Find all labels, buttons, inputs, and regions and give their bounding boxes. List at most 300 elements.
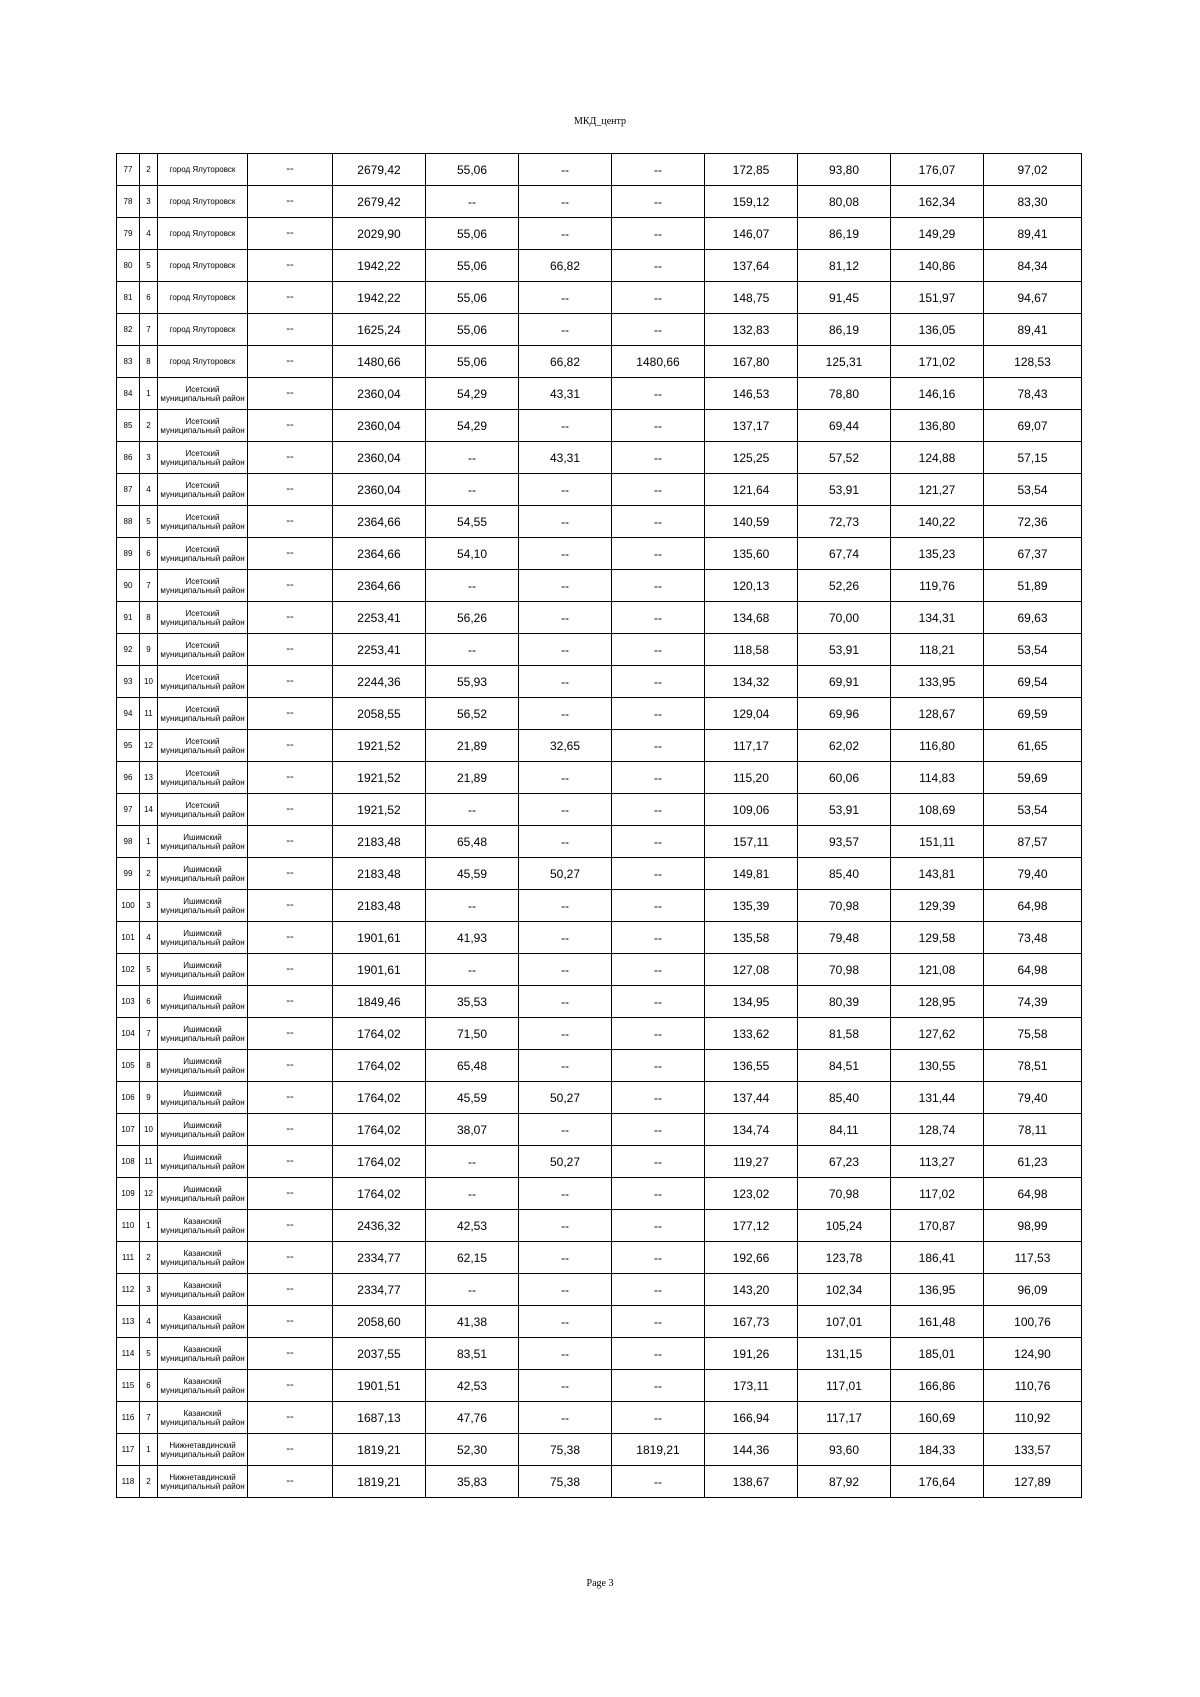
cell-col-9: 140,59 xyxy=(705,506,798,538)
cell-col-7: -- xyxy=(519,1370,612,1402)
cell-sub-number: 9 xyxy=(140,1082,158,1114)
cell-col-4: -- xyxy=(248,218,333,250)
cell-col-4: -- xyxy=(248,922,333,954)
cell-row-number: 108 xyxy=(117,1146,140,1178)
cell-col-9: 173,11 xyxy=(705,1370,798,1402)
cell-col-9: 117,17 xyxy=(705,730,798,762)
cell-col-10: 125,31 xyxy=(798,346,891,378)
cell-col-10: 72,73 xyxy=(798,506,891,538)
cell-row-number: 102 xyxy=(117,954,140,986)
cell-col-8: -- xyxy=(612,1146,705,1178)
cell-area-name: Ишимский муниципальный район xyxy=(158,890,248,922)
table-row xyxy=(117,186,1082,218)
cell-col-7: -- xyxy=(519,1338,612,1370)
cell-row-number: 86 xyxy=(117,442,140,474)
cell-col-12: 79,40 xyxy=(984,858,1082,890)
table-row xyxy=(117,410,1082,442)
cell-col-5: 1625,24 xyxy=(333,314,426,346)
cell-col-6: -- xyxy=(426,474,519,506)
cell-col-4: -- xyxy=(248,826,333,858)
cell-col-7: -- xyxy=(519,922,612,954)
cell-col-8: -- xyxy=(612,730,705,762)
cell-col-9: 138,67 xyxy=(705,1466,798,1498)
cell-col-4: -- xyxy=(248,346,333,378)
cell-area-name: Исетский муниципальный район xyxy=(158,698,248,730)
cell-col-4: -- xyxy=(248,1402,333,1434)
cell-row-number: 107 xyxy=(117,1114,140,1146)
cell-col-7: -- xyxy=(519,634,612,666)
cell-col-9: 119,27 xyxy=(705,1146,798,1178)
cell-area-name: Ишимский муниципальный район xyxy=(158,1018,248,1050)
cell-col-4: -- xyxy=(248,730,333,762)
table-row xyxy=(117,1402,1082,1434)
cell-area-name: город Ялуторовск xyxy=(158,186,248,218)
cell-col-9: 166,94 xyxy=(705,1402,798,1434)
cell-col-6: -- xyxy=(426,1274,519,1306)
cell-row-number: 115 xyxy=(117,1370,140,1402)
cell-col-5: 1921,52 xyxy=(333,730,426,762)
cell-col-10: 85,40 xyxy=(798,858,891,890)
table-row xyxy=(117,1274,1082,1306)
cell-col-6: -- xyxy=(426,890,519,922)
cell-col-5: 1764,02 xyxy=(333,1114,426,1146)
table-row xyxy=(117,1178,1082,1210)
cell-row-number: 95 xyxy=(117,730,140,762)
cell-col-8: -- xyxy=(612,602,705,634)
cell-col-12: 96,09 xyxy=(984,1274,1082,1306)
cell-col-7: 43,31 xyxy=(519,378,612,410)
cell-sub-number: 8 xyxy=(140,346,158,378)
cell-col-10: 85,40 xyxy=(798,1082,891,1114)
cell-col-10: 93,57 xyxy=(798,826,891,858)
cell-col-4: -- xyxy=(248,1082,333,1114)
cell-sub-number: 3 xyxy=(140,186,158,218)
cell-sub-number: 3 xyxy=(140,1274,158,1306)
cell-area-name: Ишимский муниципальный район xyxy=(158,1178,248,1210)
cell-col-5: 2183,48 xyxy=(333,890,426,922)
cell-col-12: 75,58 xyxy=(984,1018,1082,1050)
cell-col-6: 55,93 xyxy=(426,666,519,698)
cell-col-12: 57,15 xyxy=(984,442,1082,474)
cell-sub-number: 4 xyxy=(140,922,158,954)
cell-col-9: 137,44 xyxy=(705,1082,798,1114)
cell-col-7: -- xyxy=(519,410,612,442)
cell-col-12: 73,48 xyxy=(984,922,1082,954)
cell-col-7: -- xyxy=(519,1050,612,1082)
cell-col-8: -- xyxy=(612,154,705,186)
cell-col-10: 93,60 xyxy=(798,1434,891,1466)
cell-col-5: 2253,41 xyxy=(333,634,426,666)
cell-col-6: 55,06 xyxy=(426,154,519,186)
cell-row-number: 110 xyxy=(117,1210,140,1242)
cell-col-10: 86,19 xyxy=(798,314,891,346)
cell-area-name: город Ялуторовск xyxy=(158,282,248,314)
cell-area-name: город Ялуторовск xyxy=(158,346,248,378)
cell-col-8: -- xyxy=(612,890,705,922)
cell-col-5: 1901,51 xyxy=(333,1370,426,1402)
cell-col-12: 100,76 xyxy=(984,1306,1082,1338)
cell-col-10: 80,08 xyxy=(798,186,891,218)
cell-col-11: 128,67 xyxy=(891,698,984,730)
cell-col-4: -- xyxy=(248,1466,333,1498)
cell-col-9: 118,58 xyxy=(705,634,798,666)
cell-col-6: 35,83 xyxy=(426,1466,519,1498)
cell-row-number: 100 xyxy=(117,890,140,922)
cell-col-4: -- xyxy=(248,1210,333,1242)
cell-col-11: 134,31 xyxy=(891,602,984,634)
cell-area-name: Исетский муниципальный район xyxy=(158,634,248,666)
cell-col-9: 134,74 xyxy=(705,1114,798,1146)
cell-col-9: 134,95 xyxy=(705,986,798,1018)
cell-col-6: 55,06 xyxy=(426,346,519,378)
cell-col-11: 128,74 xyxy=(891,1114,984,1146)
cell-row-number: 105 xyxy=(117,1050,140,1082)
cell-row-number: 82 xyxy=(117,314,140,346)
cell-col-6: 62,15 xyxy=(426,1242,519,1274)
cell-row-number: 114 xyxy=(117,1338,140,1370)
cell-col-12: 133,57 xyxy=(984,1434,1082,1466)
cell-sub-number: 6 xyxy=(140,282,158,314)
cell-col-5: 1921,52 xyxy=(333,762,426,794)
cell-col-7: -- xyxy=(519,1306,612,1338)
table-row xyxy=(117,666,1082,698)
cell-col-9: 192,66 xyxy=(705,1242,798,1274)
cell-col-12: 69,63 xyxy=(984,602,1082,634)
page-header-title: МКД_центр xyxy=(573,116,627,127)
cell-area-name: Казанский муниципальный район xyxy=(158,1338,248,1370)
cell-sub-number: 1 xyxy=(140,378,158,410)
cell-col-6: 56,26 xyxy=(426,602,519,634)
cell-col-12: 97,02 xyxy=(984,154,1082,186)
cell-col-9: 109,06 xyxy=(705,794,798,826)
cell-col-4: -- xyxy=(248,474,333,506)
cell-col-5: 2183,48 xyxy=(333,858,426,890)
cell-col-7: -- xyxy=(519,1178,612,1210)
cell-area-name: Казанский муниципальный район xyxy=(158,1242,248,1274)
cell-col-4: -- xyxy=(248,282,333,314)
cell-col-10: 70,00 xyxy=(798,602,891,634)
cell-col-5: 2029,90 xyxy=(333,218,426,250)
cell-row-number: 77 xyxy=(117,154,140,186)
cell-col-9: 120,13 xyxy=(705,570,798,602)
table-row xyxy=(117,762,1082,794)
table-row xyxy=(117,1466,1082,1498)
cell-sub-number: 7 xyxy=(140,1018,158,1050)
cell-row-number: 116 xyxy=(117,1402,140,1434)
cell-col-12: 74,39 xyxy=(984,986,1082,1018)
cell-col-7: -- xyxy=(519,698,612,730)
cell-col-4: -- xyxy=(248,410,333,442)
cell-col-8: -- xyxy=(612,634,705,666)
cell-row-number: 109 xyxy=(117,1178,140,1210)
cell-col-12: 110,92 xyxy=(984,1402,1082,1434)
cell-area-name: Исетский муниципальный район xyxy=(158,570,248,602)
cell-col-5: 1849,46 xyxy=(333,986,426,1018)
cell-col-10: 53,91 xyxy=(798,794,891,826)
cell-sub-number: 2 xyxy=(140,1466,158,1498)
table-row xyxy=(117,1082,1082,1114)
cell-col-9: 157,11 xyxy=(705,826,798,858)
cell-row-number: 85 xyxy=(117,410,140,442)
cell-col-11: 140,22 xyxy=(891,506,984,538)
cell-col-8: -- xyxy=(612,1402,705,1434)
cell-col-8: -- xyxy=(612,762,705,794)
cell-col-7: -- xyxy=(519,1402,612,1434)
cell-col-12: 128,53 xyxy=(984,346,1082,378)
cell-col-10: 93,80 xyxy=(798,154,891,186)
cell-col-10: 60,06 xyxy=(798,762,891,794)
cell-col-10: 102,34 xyxy=(798,1274,891,1306)
cell-sub-number: 9 xyxy=(140,634,158,666)
cell-col-6: 54,55 xyxy=(426,506,519,538)
cell-col-6: 42,53 xyxy=(426,1370,519,1402)
cell-col-4: -- xyxy=(248,1050,333,1082)
cell-col-7: -- xyxy=(519,1242,612,1274)
cell-area-name: Нижнетавдинский муниципальный район xyxy=(158,1434,248,1466)
cell-col-6: 65,48 xyxy=(426,1050,519,1082)
cell-col-8: -- xyxy=(612,570,705,602)
cell-area-name: Исетский муниципальный район xyxy=(158,538,248,570)
cell-col-11: 149,29 xyxy=(891,218,984,250)
cell-col-5: 2244,36 xyxy=(333,666,426,698)
cell-row-number: 79 xyxy=(117,218,140,250)
cell-area-name: Казанский муниципальный район xyxy=(158,1402,248,1434)
cell-area-name: Казанский муниципальный район xyxy=(158,1306,248,1338)
cell-col-4: -- xyxy=(248,890,333,922)
cell-col-5: 2360,04 xyxy=(333,474,426,506)
cell-col-7: 75,38 xyxy=(519,1466,612,1498)
cell-col-12: 69,59 xyxy=(984,698,1082,730)
cell-col-6: 83,51 xyxy=(426,1338,519,1370)
table-row xyxy=(117,858,1082,890)
cell-col-7: -- xyxy=(519,282,612,314)
cell-col-9: 146,53 xyxy=(705,378,798,410)
cell-col-11: 140,86 xyxy=(891,250,984,282)
table-row xyxy=(117,890,1082,922)
cell-col-6: -- xyxy=(426,186,519,218)
cell-area-name: Исетский муниципальный район xyxy=(158,602,248,634)
cell-col-4: -- xyxy=(248,154,333,186)
cell-col-9: 135,39 xyxy=(705,890,798,922)
table-row xyxy=(117,346,1082,378)
cell-col-11: 162,34 xyxy=(891,186,984,218)
cell-col-11: 130,55 xyxy=(891,1050,984,1082)
cell-col-12: 94,67 xyxy=(984,282,1082,314)
cell-col-8: -- xyxy=(612,442,705,474)
cell-col-4: -- xyxy=(248,506,333,538)
table-row xyxy=(117,1434,1082,1466)
cell-col-12: 127,89 xyxy=(984,1466,1082,1498)
cell-col-11: 161,48 xyxy=(891,1306,984,1338)
cell-sub-number: 1 xyxy=(140,1210,158,1242)
cell-sub-number: 12 xyxy=(140,730,158,762)
cell-col-5: 2253,41 xyxy=(333,602,426,634)
cell-sub-number: 1 xyxy=(140,826,158,858)
cell-col-7: 50,27 xyxy=(519,858,612,890)
cell-col-6: 21,89 xyxy=(426,762,519,794)
cell-col-9: 137,17 xyxy=(705,410,798,442)
cell-col-12: 64,98 xyxy=(984,954,1082,986)
cell-col-4: -- xyxy=(248,986,333,1018)
cell-col-8: -- xyxy=(612,410,705,442)
cell-row-number: 90 xyxy=(117,570,140,602)
cell-col-11: 118,21 xyxy=(891,634,984,666)
cell-col-4: -- xyxy=(248,634,333,666)
cell-col-6: 41,38 xyxy=(426,1306,519,1338)
cell-col-8: -- xyxy=(612,378,705,410)
cell-col-4: -- xyxy=(248,1114,333,1146)
cell-sub-number: 10 xyxy=(140,1114,158,1146)
cell-col-8: -- xyxy=(612,954,705,986)
cell-col-8: -- xyxy=(612,282,705,314)
table-row xyxy=(117,154,1082,186)
cell-col-5: 1819,21 xyxy=(333,1434,426,1466)
cell-col-10: 81,12 xyxy=(798,250,891,282)
cell-col-6: 54,10 xyxy=(426,538,519,570)
cell-col-4: -- xyxy=(248,1018,333,1050)
cell-sub-number: 11 xyxy=(140,698,158,730)
cell-sub-number: 12 xyxy=(140,1178,158,1210)
cell-row-number: 103 xyxy=(117,986,140,1018)
cell-col-9: 191,26 xyxy=(705,1338,798,1370)
cell-sub-number: 2 xyxy=(140,858,158,890)
cell-col-9: 137,64 xyxy=(705,250,798,282)
cell-col-6: 41,93 xyxy=(426,922,519,954)
cell-col-12: 98,99 xyxy=(984,1210,1082,1242)
table-row xyxy=(117,378,1082,410)
cell-col-5: 1764,02 xyxy=(333,1082,426,1114)
cell-col-9: 121,64 xyxy=(705,474,798,506)
cell-col-10: 123,78 xyxy=(798,1242,891,1274)
cell-col-10: 87,92 xyxy=(798,1466,891,1498)
cell-col-6: -- xyxy=(426,570,519,602)
cell-row-number: 113 xyxy=(117,1306,140,1338)
cell-col-7: -- xyxy=(519,826,612,858)
cell-col-11: 128,95 xyxy=(891,986,984,1018)
cell-area-name: Ишимский муниципальный район xyxy=(158,1082,248,1114)
cell-col-5: 2679,42 xyxy=(333,186,426,218)
cell-col-11: 127,62 xyxy=(891,1018,984,1050)
cell-col-5: 1921,52 xyxy=(333,794,426,826)
cell-col-10: 67,23 xyxy=(798,1146,891,1178)
cell-col-5: 2436,32 xyxy=(333,1210,426,1242)
cell-col-5: 2037,55 xyxy=(333,1338,426,1370)
cell-col-7: -- xyxy=(519,1210,612,1242)
cell-col-7: -- xyxy=(519,794,612,826)
cell-col-4: -- xyxy=(248,186,333,218)
cell-col-6: 56,52 xyxy=(426,698,519,730)
cell-col-11: 186,41 xyxy=(891,1242,984,1274)
cell-col-10: 78,80 xyxy=(798,378,891,410)
cell-area-name: Исетский муниципальный район xyxy=(158,794,248,826)
cell-col-6: 45,59 xyxy=(426,1082,519,1114)
cell-col-7: -- xyxy=(519,1114,612,1146)
cell-col-11: 133,95 xyxy=(891,666,984,698)
cell-col-4: -- xyxy=(248,698,333,730)
cell-sub-number: 10 xyxy=(140,666,158,698)
cell-col-8: -- xyxy=(612,1370,705,1402)
table-row xyxy=(117,250,1082,282)
cell-col-7: -- xyxy=(519,218,612,250)
table-row xyxy=(117,1306,1082,1338)
cell-col-8: -- xyxy=(612,250,705,282)
cell-col-10: 53,91 xyxy=(798,474,891,506)
cell-row-number: 101 xyxy=(117,922,140,954)
cell-col-8: -- xyxy=(612,1082,705,1114)
table-row xyxy=(117,218,1082,250)
cell-sub-number: 5 xyxy=(140,250,158,282)
cell-col-7: 50,27 xyxy=(519,1146,612,1178)
table-row xyxy=(117,1018,1082,1050)
cell-col-6: 55,06 xyxy=(426,314,519,346)
cell-sub-number: 1 xyxy=(140,1434,158,1466)
cell-row-number: 92 xyxy=(117,634,140,666)
cell-col-7: 66,82 xyxy=(519,250,612,282)
cell-col-11: 114,83 xyxy=(891,762,984,794)
cell-col-11: 146,16 xyxy=(891,378,984,410)
cell-area-name: город Ялуторовск xyxy=(158,218,248,250)
cell-row-number: 99 xyxy=(117,858,140,890)
cell-col-9: 115,20 xyxy=(705,762,798,794)
cell-col-4: -- xyxy=(248,954,333,986)
cell-area-name: Ишимский муниципальный район xyxy=(158,1114,248,1146)
cell-col-10: 91,45 xyxy=(798,282,891,314)
cell-sub-number: 2 xyxy=(140,1242,158,1274)
cell-col-10: 52,26 xyxy=(798,570,891,602)
cell-col-9: 132,83 xyxy=(705,314,798,346)
cell-sub-number: 6 xyxy=(140,986,158,1018)
cell-row-number: 91 xyxy=(117,602,140,634)
cell-col-11: 176,64 xyxy=(891,1466,984,1498)
cell-sub-number: 13 xyxy=(140,762,158,794)
cell-col-8: -- xyxy=(612,858,705,890)
cell-area-name: город Ялуторовск xyxy=(158,250,248,282)
cell-col-8: -- xyxy=(612,314,705,346)
cell-col-12: 64,98 xyxy=(984,1178,1082,1210)
cell-col-10: 107,01 xyxy=(798,1306,891,1338)
cell-col-9: 123,02 xyxy=(705,1178,798,1210)
cell-col-11: 129,58 xyxy=(891,922,984,954)
cell-col-9: 159,12 xyxy=(705,186,798,218)
cell-col-4: -- xyxy=(248,1146,333,1178)
cell-col-10: 117,17 xyxy=(798,1402,891,1434)
cell-col-5: 1942,22 xyxy=(333,250,426,282)
table-row xyxy=(117,1114,1082,1146)
cell-area-name: Ишимский муниципальный район xyxy=(158,826,248,858)
cell-col-9: 146,07 xyxy=(705,218,798,250)
table-row xyxy=(117,954,1082,986)
cell-col-8: -- xyxy=(612,794,705,826)
cell-col-10: 79,48 xyxy=(798,922,891,954)
cell-area-name: Ишимский муниципальный район xyxy=(158,1146,248,1178)
cell-col-12: 78,51 xyxy=(984,1050,1082,1082)
cell-col-12: 78,43 xyxy=(984,378,1082,410)
cell-sub-number: 11 xyxy=(140,1146,158,1178)
cell-col-5: 2058,55 xyxy=(333,698,426,730)
cell-sub-number: 6 xyxy=(140,1370,158,1402)
cell-sub-number: 2 xyxy=(140,154,158,186)
table-row xyxy=(117,1242,1082,1274)
cell-col-8: -- xyxy=(612,1178,705,1210)
cell-sub-number: 8 xyxy=(140,1050,158,1082)
cell-col-4: -- xyxy=(248,570,333,602)
cell-row-number: 111 xyxy=(117,1242,140,1274)
table-row xyxy=(117,698,1082,730)
cell-col-4: -- xyxy=(248,314,333,346)
cell-row-number: 112 xyxy=(117,1274,140,1306)
cell-col-5: 2334,77 xyxy=(333,1242,426,1274)
cell-col-4: -- xyxy=(248,602,333,634)
